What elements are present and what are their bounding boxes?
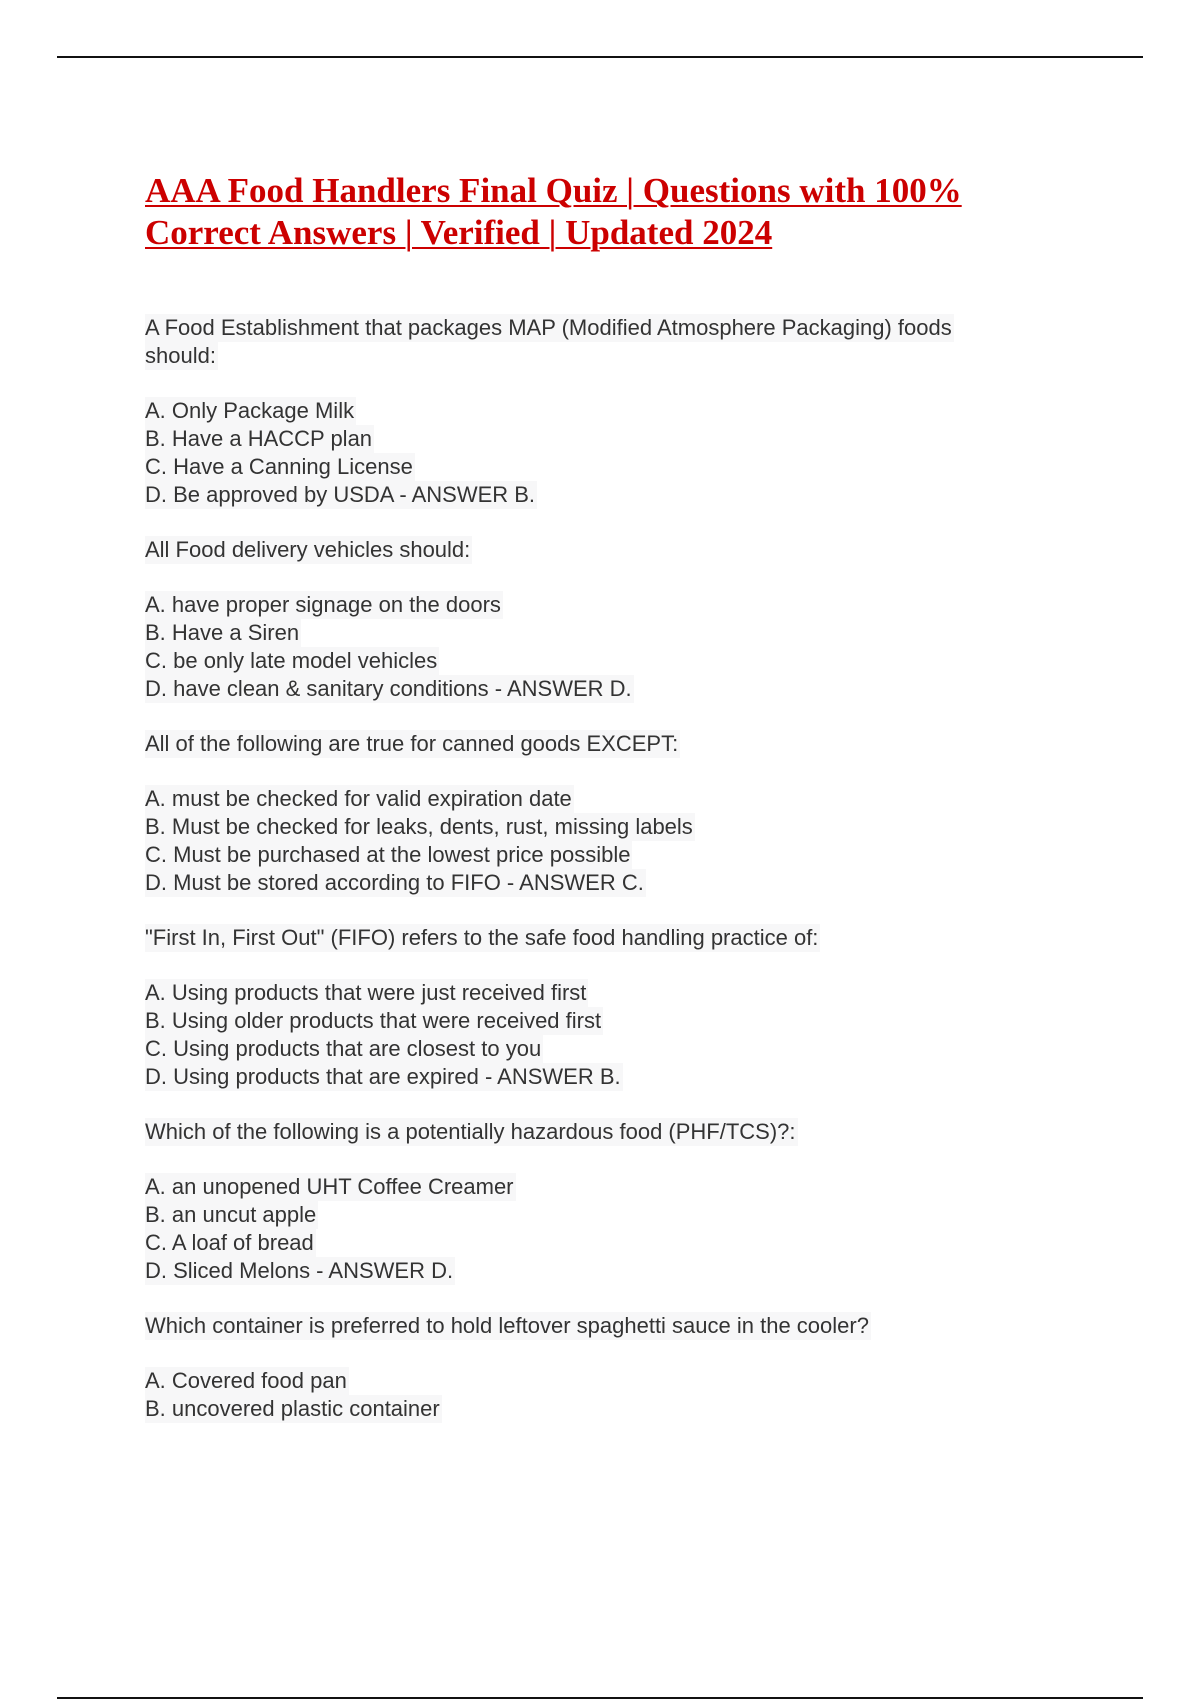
- answer-option: A. must be checked for valid expiration date: [145, 786, 572, 811]
- question-text: [145, 1118, 1045, 1146]
- answer-option: C. Using products that are closest to you: [145, 1036, 542, 1061]
- answer-option: A. have proper signage on the doors: [145, 592, 501, 617]
- question-block-3: [145, 730, 1045, 897]
- answer-option: B. Must be checked for leaks, dents, rust, missing labels: [145, 814, 693, 839]
- question-list: [145, 314, 1045, 1423]
- question-text: [145, 536, 1045, 564]
- answer-options: [145, 1367, 1045, 1423]
- question-block-4: [145, 924, 1045, 1091]
- question-text: [145, 1312, 1045, 1340]
- answer-option: C. Must be purchased at the lowest price possible: [145, 842, 631, 867]
- document-title: [145, 170, 1045, 254]
- answer-option: C. Have a Canning License: [145, 454, 413, 479]
- answer-option: D. Must be stored according to FIFO - ANSWER C.: [145, 870, 644, 895]
- answer-option: D. have clean & sanitary conditions - ANSWER D.: [145, 676, 632, 701]
- answer-option: D. Using products that are expired - ANSWER B.: [145, 1064, 621, 1089]
- answer-option: B. Using older products that were received first: [145, 1008, 602, 1033]
- question-line: All Food delivery vehicles should:: [145, 537, 471, 562]
- question-line: "First In, First Out" (FIFO) refers to the safe food handling practice of:: [145, 925, 819, 950]
- answer-option: C. be only late model vehicles: [145, 648, 438, 673]
- question-line: Which of the following is a potentially hazardous food (PHF/TCS)?:: [145, 1119, 796, 1144]
- answer-options: [145, 1173, 1045, 1285]
- answer-option: C. A loaf of bread: [145, 1230, 314, 1255]
- question-line: All of the following are true for canned goods EXCEPT:: [145, 731, 679, 756]
- answer-option: D. Sliced Melons - ANSWER D.: [145, 1258, 454, 1283]
- question-block-2: [145, 536, 1045, 703]
- answer-option: B. an uncut apple: [145, 1202, 317, 1227]
- answer-option: B. uncovered plastic container: [145, 1396, 440, 1421]
- answer-options: [145, 979, 1045, 1091]
- answer-option: B. Have a HACCP plan: [145, 426, 373, 451]
- question-block-5: [145, 1118, 1045, 1285]
- answer-option: A. an unopened UHT Coffee Creamer: [145, 1174, 514, 1199]
- top-rule: [57, 56, 1143, 58]
- bottom-rule: [57, 1697, 1143, 1699]
- answer-option: D. Be approved by USDA - ANSWER B.: [145, 482, 536, 507]
- answer-option: A. Covered food pan: [145, 1368, 347, 1393]
- answer-option: A. Using products that were just received first: [145, 980, 587, 1005]
- document-body: [145, 170, 1045, 1423]
- answer-options: [145, 785, 1045, 897]
- question-line: A Food Establishment that packages MAP (Modified Atmosphere Packaging) foods: [145, 315, 952, 340]
- answer-option: A. Only Package Milk: [145, 398, 355, 423]
- question-block-1: [145, 314, 1045, 509]
- title-line-2: Correct Answers | Verified | Updated 2024: [145, 213, 773, 252]
- question-text: [145, 924, 1045, 952]
- answer-options: [145, 397, 1045, 509]
- question-text: [145, 314, 1045, 370]
- answer-options: [145, 591, 1045, 703]
- question-line: should:: [145, 343, 216, 368]
- answer-option: B. Have a Siren: [145, 620, 300, 645]
- question-text: [145, 730, 1045, 758]
- question-block-6: [145, 1312, 1045, 1423]
- title-line-1: AAA Food Handlers Final Quiz | Questions with 100%: [145, 171, 962, 210]
- question-line: Which container is preferred to hold leftover spaghetti sauce in the cooler?: [145, 1313, 869, 1338]
